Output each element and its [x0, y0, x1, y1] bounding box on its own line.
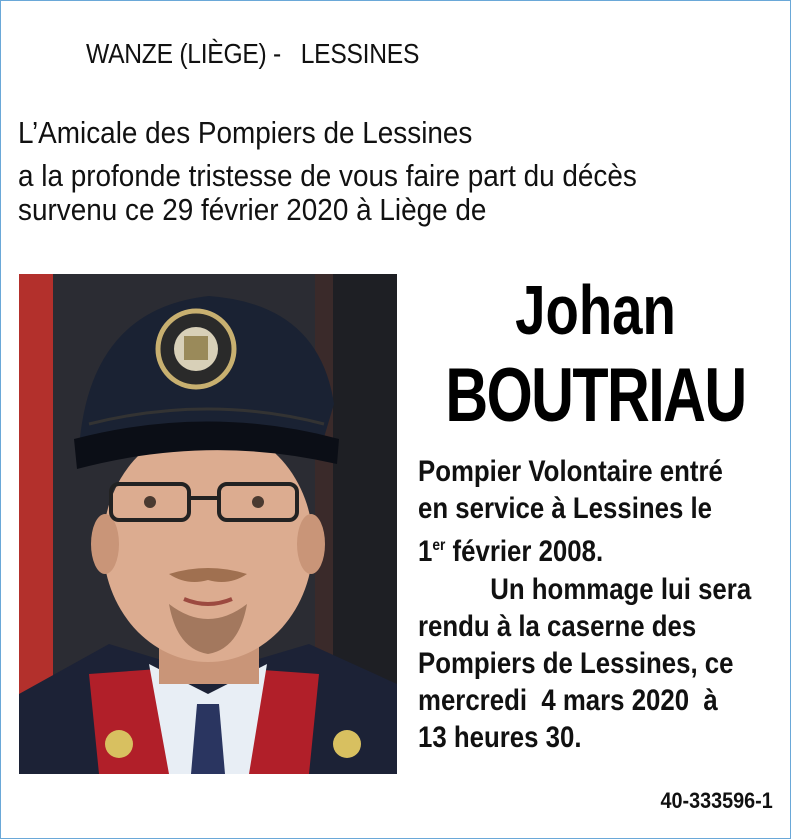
intro-line-3: survenu ce 29 février 2020 à Liège de: [18, 192, 487, 227]
first-name: Johan: [515, 271, 676, 349]
service-paragraph: [418, 453, 773, 570]
reference-number: 40-333596-1: [660, 788, 773, 813]
tribute-line-3: Pompiers de Lessines, ce: [418, 647, 734, 680]
intro-line-2: a la profonde tristesse de vous faire part du décès: [18, 158, 637, 193]
service-line-3: [418, 527, 723, 570]
tribute-line-1: Un hommage lui sera: [490, 573, 752, 606]
service-day: 1: [418, 535, 433, 568]
firefighter-portrait-icon: [19, 274, 397, 774]
portrait-photo: [19, 274, 397, 774]
tribute-paragraph: [418, 571, 773, 756]
tribute-line-5: 13 heures 30.: [418, 721, 582, 754]
last-name: BOUTRIAU: [445, 353, 746, 438]
service-date-rest: février 2008.: [445, 535, 604, 568]
service-day-suffix: er: [432, 537, 446, 554]
tribute-line-2: rendu à la caserne des: [418, 610, 697, 643]
location-header: WANZE (LIÈGE) - LESSINES: [86, 38, 420, 69]
service-line-1: Pompier Volontaire entré: [418, 455, 723, 488]
intro-line-1: L’Amicale des Pompiers de Lessines: [18, 115, 473, 150]
tribute-line-4: mercredi 4 mars 2020 à: [418, 684, 718, 717]
service-line-2: en service à Lessines le: [418, 492, 713, 525]
